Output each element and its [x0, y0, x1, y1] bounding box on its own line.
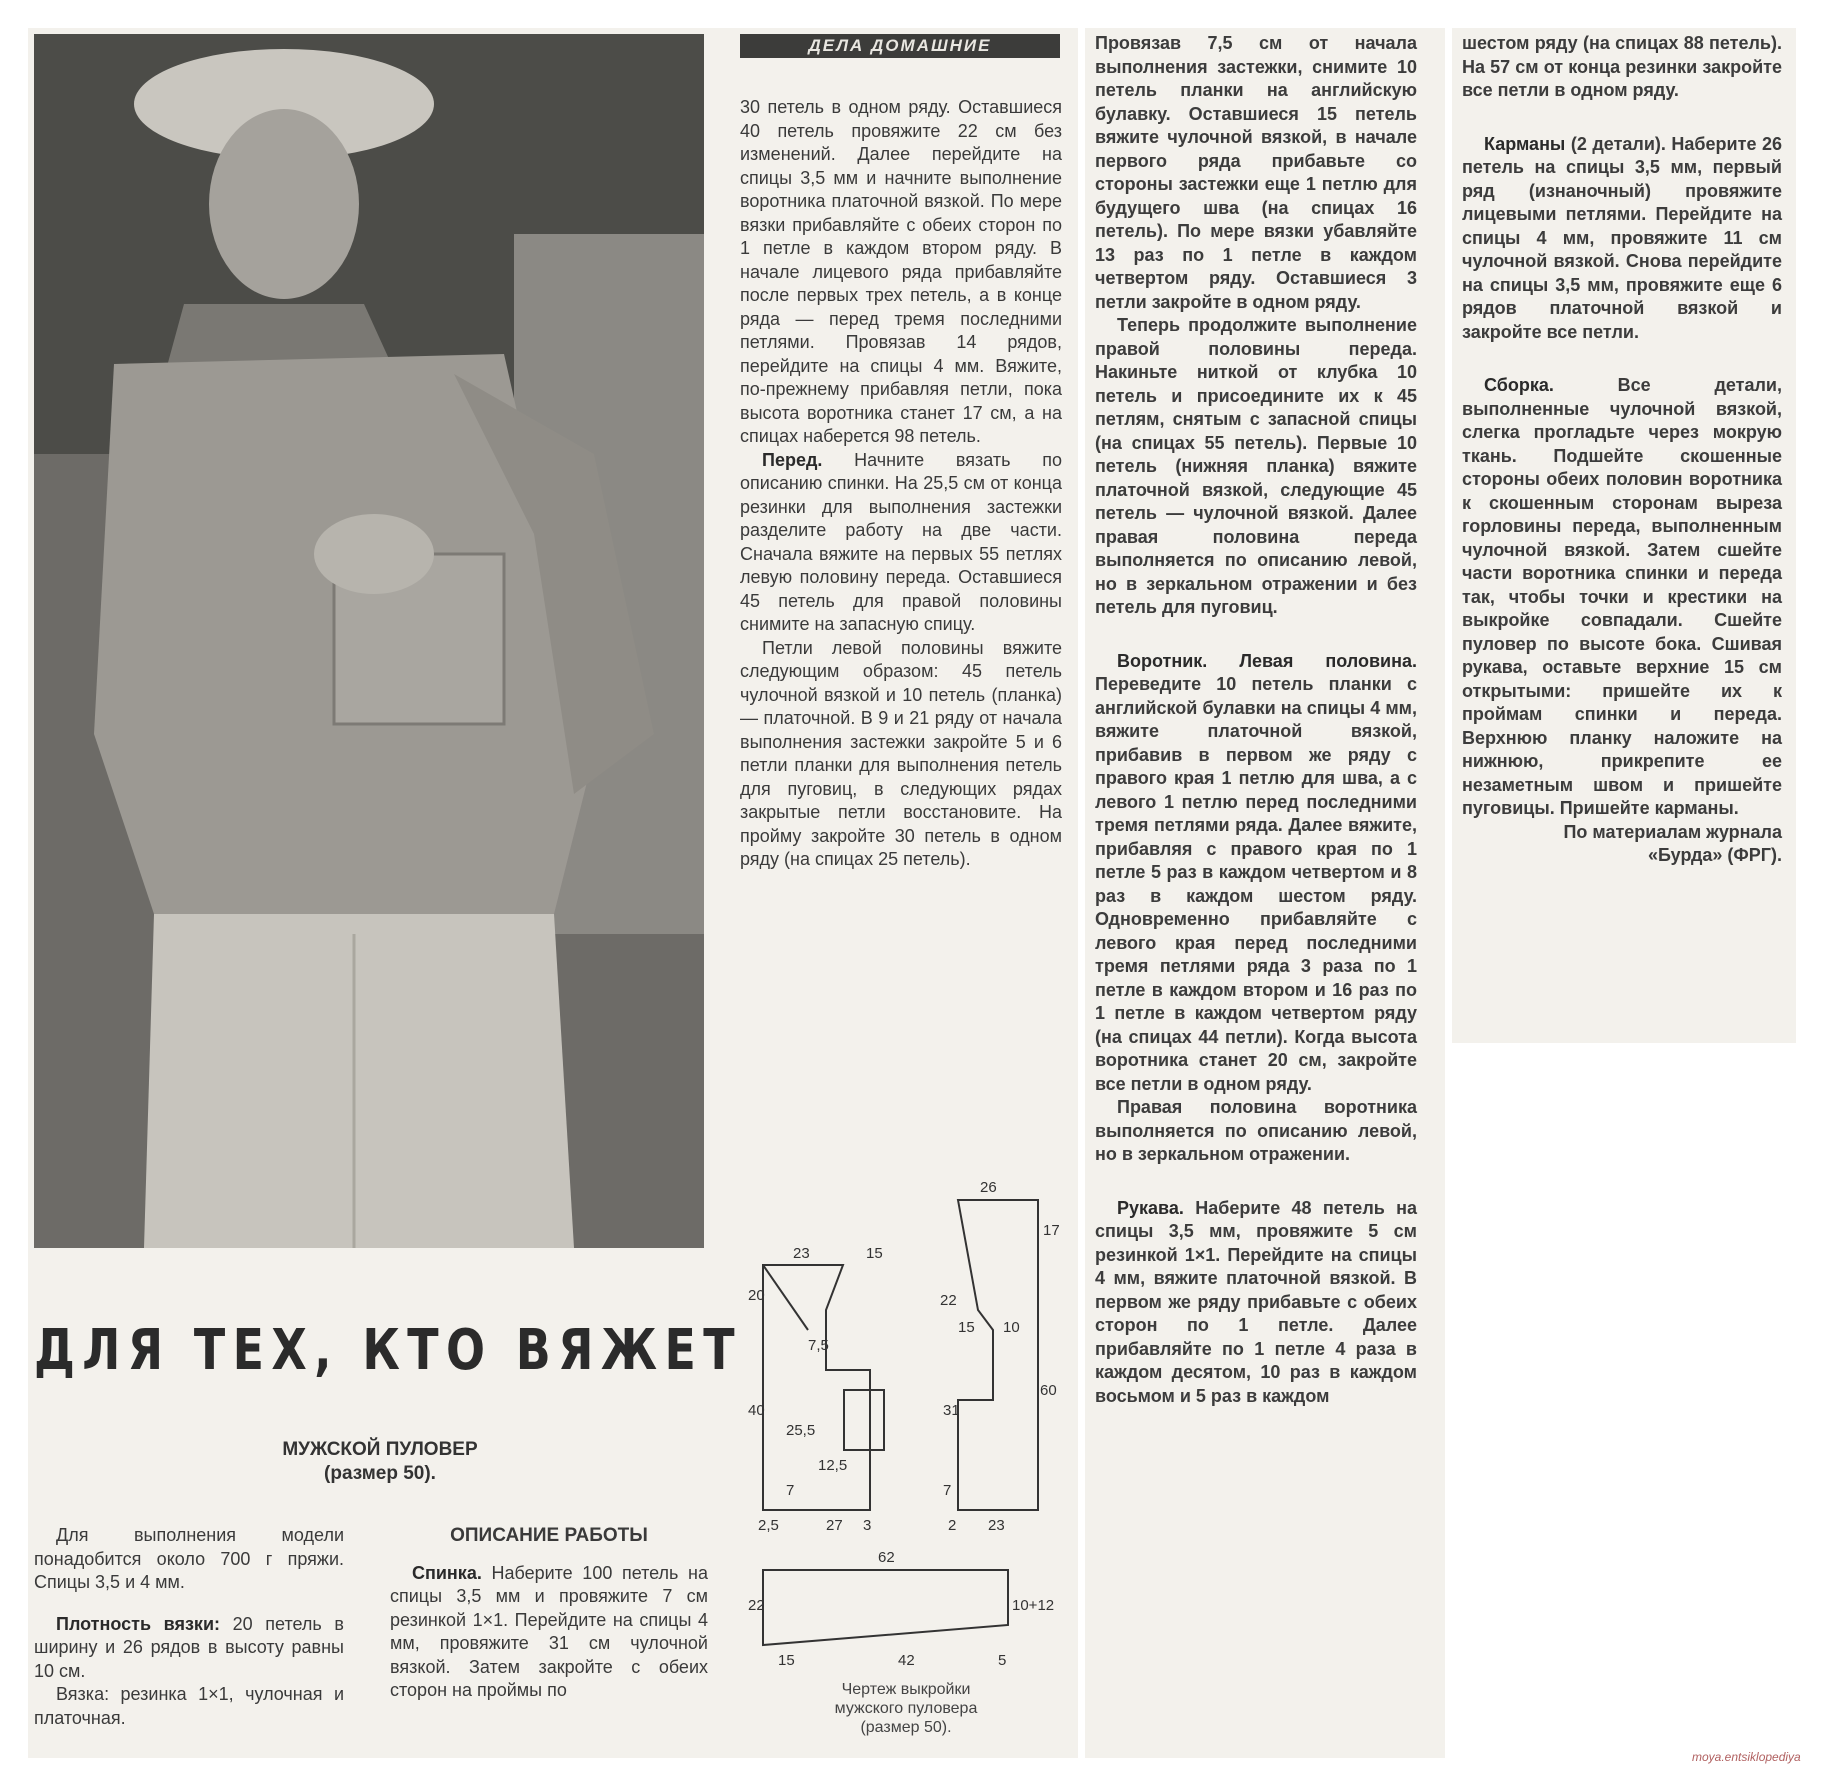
dim-sleeve-b2: 42 [898, 1652, 915, 1669]
source-line2: «Бурда» (ФРГ). [1647, 845, 1782, 865]
back-label: Спинка. [412, 1562, 482, 1583]
pattern-diagram [748, 1170, 1058, 1670]
sleeves-instructions [1095, 1197, 1417, 1409]
dim-sleeve-r: 10+12 [1012, 1597, 1055, 1614]
intro-density [34, 1613, 344, 1684]
column-4 [1462, 32, 1782, 868]
col3-paragraph-1: Провязав 7,5 см от начала выполнения застежки, снимите 10 петель планки на английскую булавку. Оставшиеся 15 петель вяжите чулочной вязкой, в начале первого ряда прибавьте со стороны застежки еще 1 петлю для будущего шва (на спицах 16 петель). По мере вязки убавляйте 13 раз по 1 петле в каждом четвертом ряду. Оставшиеся 3 петли закройте в одном ряду. [1095, 33, 1417, 312]
collar-label: Воротник. Левая половина. [1117, 650, 1417, 671]
dim-back-h1: 22 [940, 1292, 957, 1309]
dim-back-h3: 60 [1040, 1382, 1057, 1399]
pockets-instructions [1462, 133, 1782, 345]
dim-front-b1: 2,5 [758, 1517, 779, 1534]
dim-sleeve-b1: 15 [778, 1652, 795, 1669]
watermark: moya.entsiklopediya [1692, 1750, 1801, 1764]
article-title: ДЛЯ ТЕХ, КТО ВЯЖЕТ [34, 1318, 742, 1383]
col2-paragraph-1: 30 петель в одном ряду. Оставшиеся 40 петель провяжите 22 см без изменений. Далее перейдите на спицы 3,5 мм и начните выполнение воротника платочной вязкой. По мере вязки прибавляйте с обеих сторон по 1 петле в каждом втором ряду. В начале лицевого ряда прибавляйте после первых трех петель, а в конце ряда — перед тремя последними петлями. Провязав 14 рядов, перейдите на спицы 4 мм. Вяжите, по-прежнему прибавляя петли, пока высота воротника станет 17 см, а на спицах наберется 98 петель. [740, 97, 1062, 446]
subtitle-line2: (размер 50). [324, 1463, 436, 1484]
column-2 [740, 96, 1062, 872]
work-description-column [390, 1524, 708, 1703]
dim-front-h1: 20 [748, 1287, 765, 1304]
collar-text: Переведите 10 петель планки с английской булавки на спицы 4 мм, вяжите платочной вязкой, прибавив в первом же ряду с правого края 1 петлю для шва, а с левого 1 петлю перед последними тремя петлями ряда. Далее вяжите, прибавляя с правого края по 1 петле 5 раз в каждом четвертом и 8 раз в каждом шестом ряду. Одновременно прибавляйте с левого края перед последними тремя петлями ряда 3 раза по 1 петле в каждом втором и 16 раз по 1 петле в каждом четвертом ряду (на спицах 44 петли). Когда высота воротника станет 20 см, закройте все петли в одном ряду. [1095, 674, 1417, 1094]
col3-paragraph-2: Теперь продолжите выполнение правой половины переда. Накиньте ниткой от клубка 10 петель и присоедините их к 45 петлям, снятым с запасной спицы (на спицах 55 петель). Первые 10 петель (нижняя планка) вяжите платочной вязкой, следующие 45 петель — чулочной вязкой. Далее правая половина переда выполняется по описанию левой, но в зеркальном отражении и без петель для пуговиц. [1095, 315, 1417, 617]
back-piece-outline [958, 1200, 1038, 1510]
source-line1: По материалам журнала [1563, 821, 1782, 842]
dim-sleeve-b3: 5 [998, 1652, 1007, 1669]
work-heading: ОПИСАНИЕ РАБОТЫ [450, 1525, 648, 1546]
pockets-text: (2 детали). Наберите 26 петель на спицы 3,5 мм, первый ряд (изнаночный) провяжите лицевыми петлями. Перейдите на спицы 4 мм, провяжите 11 см чулочной вязкой. Снова перейдите на спицы 3,5 мм, провяжите еще 6 рядов платочной вязкой и закройте все петли. [1462, 133, 1782, 342]
intro-column [34, 1524, 344, 1730]
photo-man-in-sweater [34, 34, 704, 1248]
sleeves-text: Наберите 48 петель на спицы 3,5 мм, провяжите 5 см резинкой 1×1. Перейдите на спицы 4 мм, вяжите платочной вязкой. В первом же ряду прибавьте с обеих сторон по 1 петле. Далее прибавляйте по 1 петле 4 раза в каждом десятом, 10 раз в каждом восьмом и 5 раз в каждом [1095, 1197, 1417, 1406]
dim-back-w1: 15 [958, 1319, 975, 1336]
intro-density-text: 20 петель в ширину и 26 рядов в высоту равны 10 см. [34, 1613, 344, 1681]
front-text: Начните вязать по описанию спинки. На 25,5 см от конца резинки для выполнения застежки разделите работу на две части. Сначала вяжите на первых 55 петлях левую половину переда. Оставшиеся 45 петель для правой половины снимите на запасную спицу. [740, 449, 1062, 634]
intro-stitches: Вязка: резинка 1×1, чулочная и платочная. [34, 1684, 344, 1728]
dim-back-top: 26 [980, 1179, 997, 1196]
pockets-label: Карманы [1484, 133, 1566, 154]
back-instructions [390, 1562, 708, 1703]
caption-line3: (размер 50). [860, 1719, 952, 1736]
back-text: Наберите 100 петель на спицы 3,5 мм и провяжите 7 см резинкой 1×1. Перейдите на спицы 4 мм, провяжите 31 см чулочной вязкой. Затем закройте с обеих сторон на проймы по [390, 1562, 708, 1700]
sleeves-label: Рукава. [1117, 1197, 1184, 1218]
dim-sleeve-top: 62 [878, 1549, 895, 1566]
caption-line1: Чертеж выкройки [841, 1681, 971, 1698]
section-header-strip: ДЕЛА ДОМАШНИЕ [740, 34, 1060, 58]
dim-back-b1: 2 [948, 1517, 957, 1534]
diagram-caption [786, 1680, 1026, 1737]
dim-front-h3: 40 [748, 1402, 765, 1419]
front-label: Перед. [762, 449, 823, 470]
column-3 [1095, 32, 1417, 1408]
dim-sleeve-h: 22 [748, 1597, 765, 1614]
dim-front-top2: 15 [866, 1245, 883, 1262]
front-piece-outline [763, 1265, 870, 1510]
subtitle-line1: МУЖСКОЙ ПУЛОВЕР [282, 1439, 478, 1460]
col4-paragraph-1: шестом ряду (на спицах 88 петель). На 57 см от конца резинки закройте все петли в одном ряду. [1462, 33, 1782, 100]
assembly-instructions [1462, 374, 1782, 821]
dim-front-top1: 23 [793, 1245, 810, 1262]
dim-front-b3: 3 [863, 1517, 872, 1534]
dim-back-h2: 31 [943, 1402, 960, 1419]
article-subtitle [230, 1438, 530, 1486]
col3-paragraph-4: Правая половина воротника выполняется по описанию левой, но в зеркальном отражении. [1095, 1097, 1417, 1164]
dim-front-b2: 27 [826, 1517, 843, 1534]
dim-front-h4: 25,5 [786, 1422, 816, 1439]
intro-materials: Для выполнения модели понадобится около 700 г пряжи. Спицы 3,5 и 4 мм. [34, 1525, 344, 1592]
dim-back-w2: 10 [1003, 1319, 1020, 1336]
assembly-text: Все детали, выполненные чулочной вязкой, слегка прогладьте через мокрую ткань. Подшейте скошенные стороны обеих половин воротника к скошенным сторонам выреза горловины переда, выполненным чулочной вязкой. Затем сшейте части воротника спинки и переда так, чтобы точки и крестики на выкройке совпадали. Сшейте пуловер по высоте бока. Сшивая рукава, оставьте верхние 15 см открытыми: пришейте их к проймам спинки и переда. Верхнюю планку наложите на нижнюю, прикрепите ее незаметным швом и пришейте пуговицы. Пришейте карманы. [1462, 375, 1782, 818]
dim-back-h4: 7 [943, 1482, 952, 1499]
collar-instructions [1095, 650, 1417, 1097]
dim-front-h5: 12,5 [818, 1457, 848, 1474]
front-instructions [740, 449, 1062, 637]
dim-back-r1: 17 [1043, 1222, 1060, 1239]
dim-front-h6: 7 [786, 1482, 795, 1499]
pocket-outline [844, 1390, 884, 1450]
assembly-label: Сборка. [1484, 375, 1554, 395]
dim-front-h2: 7,5 [808, 1337, 829, 1354]
intro-density-label: Плотность вязки: [56, 1613, 220, 1634]
caption-line2: мужского пуловера [834, 1700, 978, 1717]
col2-paragraph-3: Петли левой половины вяжите следующим образом: 45 петель чулочной вязкой и 10 петель (планка) — платочной. В 9 и 21 ряду от начала выполнения застежки закройте 5 и 6 петли планки для выполнения петель для пуговиц, в следующих рядах закрытые петли восстановите. На пройму закройте 30 петель в одном ряду (на спицах 25 петель). [740, 637, 1062, 869]
dim-back-b2: 23 [988, 1517, 1005, 1534]
sleeve-outline [763, 1570, 1008, 1645]
